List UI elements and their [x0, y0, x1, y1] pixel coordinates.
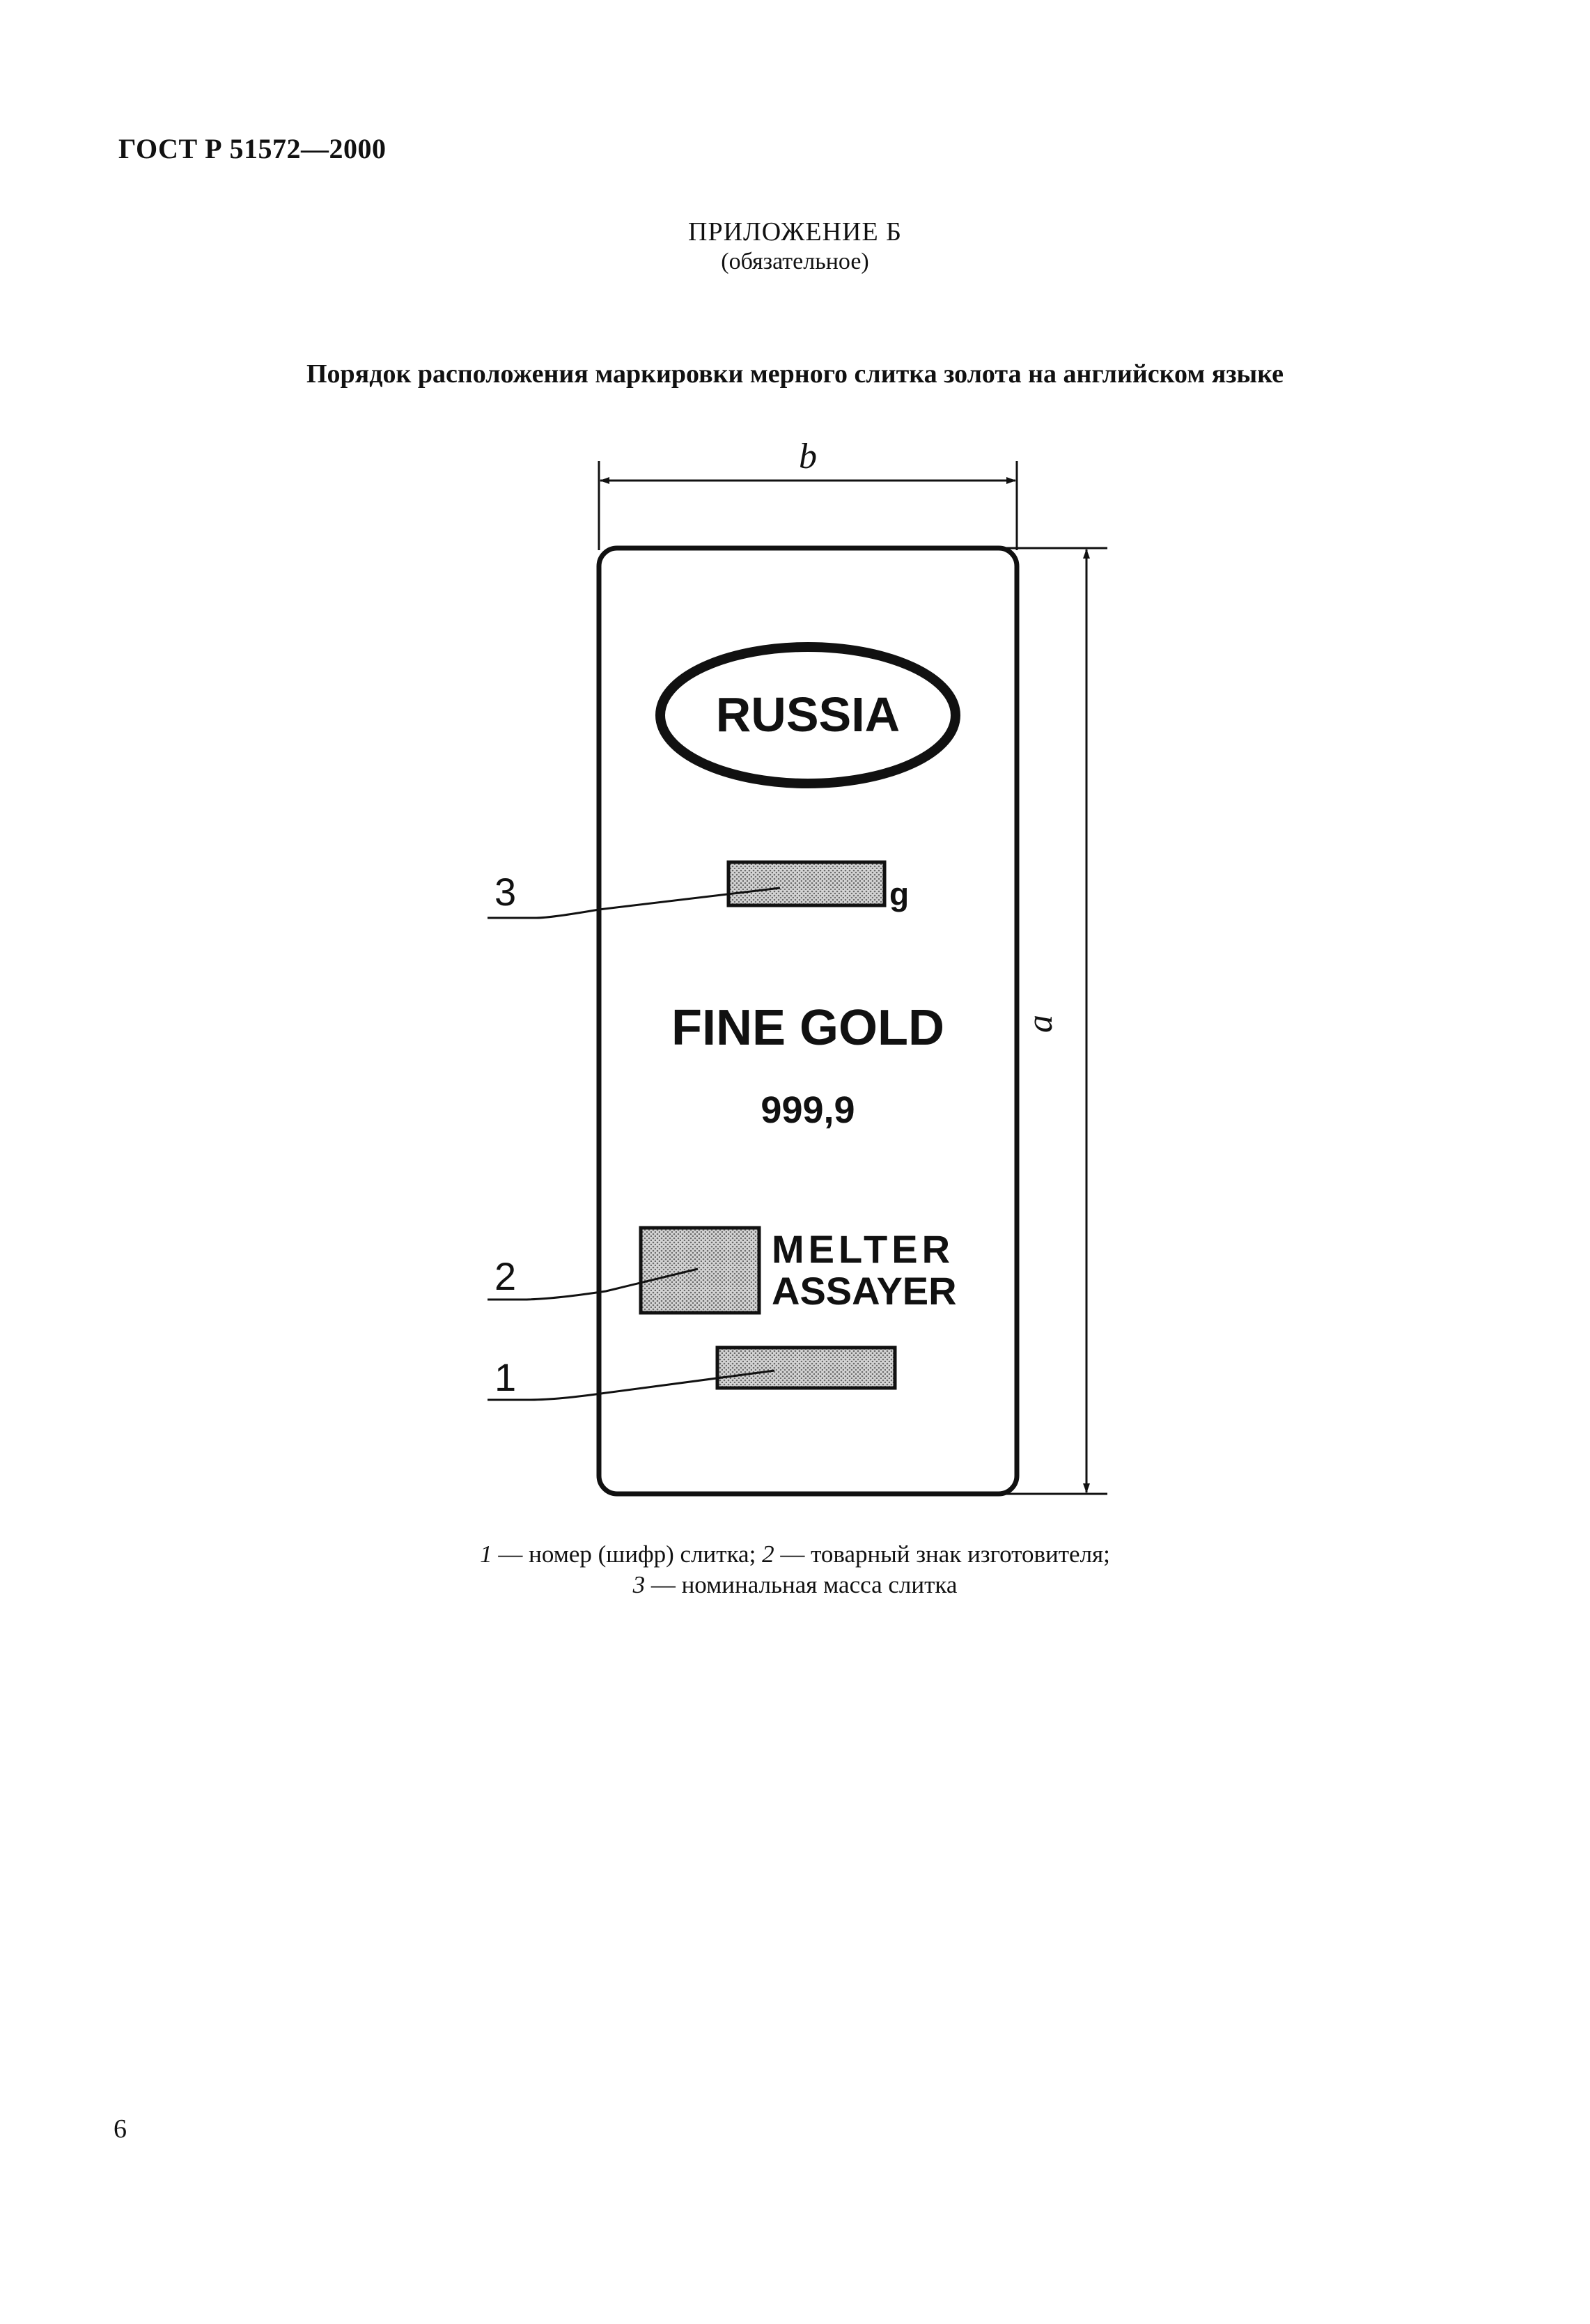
trademark-box: [641, 1228, 759, 1313]
callout-3-number: 3: [494, 870, 517, 914]
fineness-label: 999,9: [761, 1089, 855, 1131]
figure-heading: Порядок расположения маркировки мерного слитка золота на английском языке: [306, 359, 1284, 389]
caption-num-1: 1: [480, 1541, 492, 1568]
figure-caption: [0, 1539, 1590, 1600]
page-number: 6: [114, 2114, 127, 2144]
nominal-weight-box: [728, 862, 884, 905]
caption-text-2: — товарный знак изготовителя;: [774, 1541, 1110, 1568]
caption-num-2: 2: [762, 1541, 774, 1568]
standard-code: ГОСТ Р 51572—2000: [118, 133, 387, 164]
width-label: b: [799, 437, 817, 476]
caption-text-1: — номер (шифр) слитка;: [492, 1541, 763, 1568]
callout-2-number: 2: [494, 1254, 517, 1298]
callout-1-number: 1: [494, 1355, 517, 1399]
maker-line1: MELTER: [772, 1227, 955, 1271]
height-label: a: [1020, 1015, 1060, 1033]
weight-unit: g: [889, 876, 910, 912]
caption-line-2: [0, 1570, 1590, 1600]
caption-line-1: [0, 1539, 1590, 1570]
maker-line2: ASSAYER: [772, 1269, 957, 1313]
country-label: RUSSIA: [715, 687, 901, 742]
appendix-title: ПРИЛОЖЕНИЕ Б: [688, 217, 902, 247]
metal-label: FINE GOLD: [671, 1000, 944, 1056]
width-dimension: [599, 437, 1017, 550]
height-dimension: [989, 548, 1107, 1494]
caption-text-3: — номинальная масса слитка: [645, 1571, 958, 1598]
appendix-note: (обязательное): [721, 249, 869, 274]
serial-number-box: [717, 1348, 895, 1388]
caption-num-3: 3: [632, 1571, 646, 1598]
